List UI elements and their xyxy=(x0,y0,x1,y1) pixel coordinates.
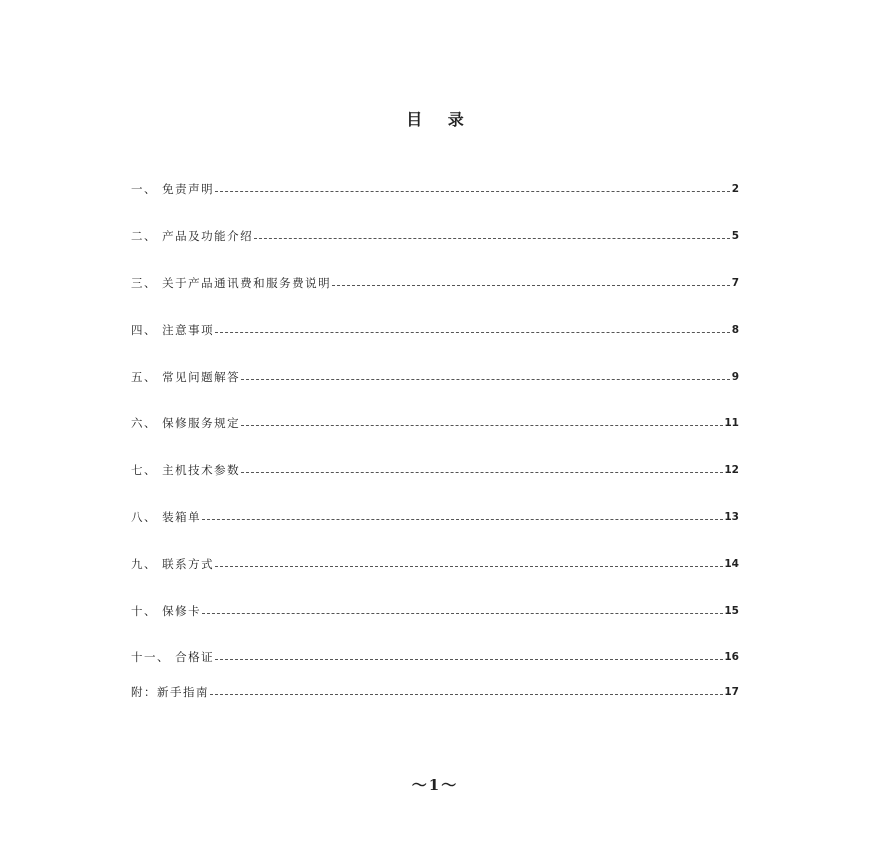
toc-entry-page: 11 xyxy=(724,417,739,429)
toc-entry-label: 十一、 合格证 xyxy=(131,650,215,664)
toc-entry-label: 九、 联系方式 xyxy=(131,557,215,571)
toc-entry-label: 附：新手指南 xyxy=(131,685,209,699)
toc-entry-page: 8 xyxy=(731,324,739,336)
toc-entry[interactable] xyxy=(131,683,739,699)
toc-entry[interactable] xyxy=(131,461,739,477)
toc-entry[interactable] xyxy=(131,508,739,524)
toc-leader-dots xyxy=(202,613,723,614)
toc-entry-page: 17 xyxy=(724,686,739,698)
toc-entry-page: 13 xyxy=(724,511,739,523)
toc-entry[interactable] xyxy=(131,227,739,243)
toc-leader-dots xyxy=(241,472,723,473)
toc-entry-label: 七、 主机技术参数 xyxy=(131,463,241,477)
toc-leader-dots xyxy=(241,425,723,426)
toc-entry-page: 12 xyxy=(724,464,739,476)
toc-entry[interactable] xyxy=(131,555,739,571)
toc-entry-page: 14 xyxy=(724,558,739,570)
toc-leader-dots xyxy=(215,659,723,660)
toc-entry-label: 八、 装箱单 xyxy=(131,510,202,524)
toc-entry[interactable] xyxy=(131,180,739,196)
toc-leader-dots xyxy=(215,191,730,192)
toc-entry[interactable] xyxy=(131,414,739,430)
toc-leader-dots xyxy=(241,379,730,380)
toc-entry-label: 三、 关于产品通讯费和服务费说明 xyxy=(131,276,332,290)
toc-entry-label: 一、 免责声明 xyxy=(131,182,215,196)
page-title: 目 录 xyxy=(406,110,474,129)
toc-entry-label: 四、 注意事项 xyxy=(131,323,215,337)
toc-leader-dots xyxy=(254,238,730,239)
toc-entry[interactable] xyxy=(131,602,739,618)
toc-leader-dots xyxy=(332,285,730,286)
toc-entry[interactable] xyxy=(131,648,739,664)
toc-entry-label: 二、 产品及功能介绍 xyxy=(131,229,254,243)
toc-leader-dots xyxy=(215,332,730,333)
toc-entry[interactable] xyxy=(131,274,739,290)
toc-entry[interactable] xyxy=(131,321,739,337)
toc-entry-page: 9 xyxy=(731,371,739,383)
toc-leader-dots xyxy=(202,519,723,520)
toc-leader-dots xyxy=(210,694,723,695)
toc-entry-page: 7 xyxy=(731,277,739,289)
toc-entry-page: 2 xyxy=(731,183,739,195)
toc-entry-label: 十、 保修卡 xyxy=(131,604,202,618)
toc-entry[interactable] xyxy=(131,368,739,384)
toc-entry-label: 六、 保修服务规定 xyxy=(131,416,241,430)
toc-entry-label: 五、 常见问题解答 xyxy=(131,370,241,384)
toc-leader-dots xyxy=(215,566,723,567)
toc-entry-page: 5 xyxy=(731,230,739,242)
page-number: ～1～ xyxy=(411,776,459,794)
toc-entry-page: 16 xyxy=(724,651,739,663)
toc-entry-page: 15 xyxy=(724,605,739,617)
